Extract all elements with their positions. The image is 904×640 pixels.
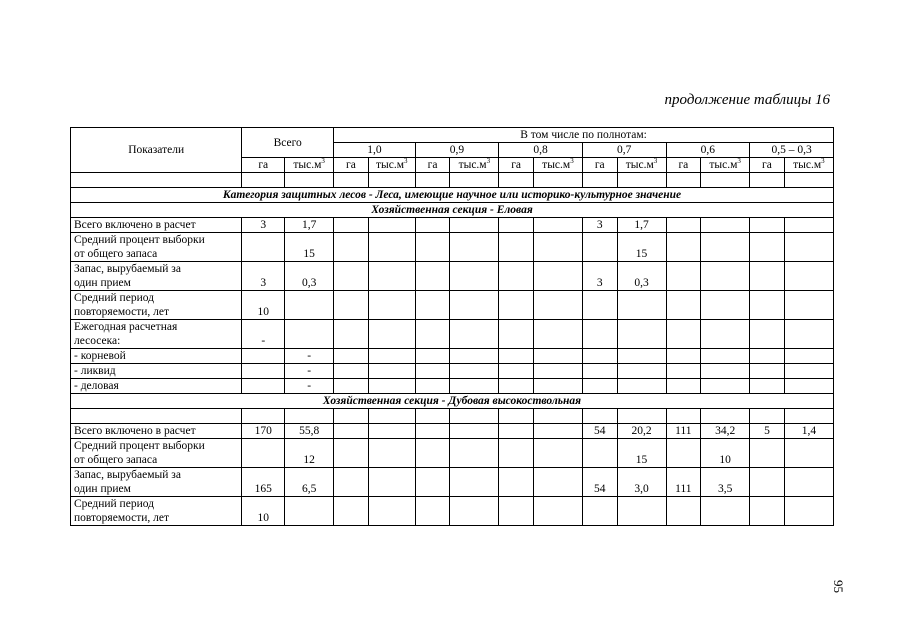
- table-cell: 3: [242, 218, 285, 233]
- section-title: Хозяйственная секция - Еловая: [71, 203, 834, 218]
- table-cell: [701, 291, 750, 320]
- table-cell: [368, 439, 415, 468]
- header-unit-ha: га: [334, 158, 369, 173]
- table-cell: 34,2: [701, 424, 750, 439]
- unit-vol-text: тыс.м: [793, 159, 822, 171]
- empty-cell: [71, 173, 242, 188]
- table-cell: [784, 218, 833, 233]
- table-cell: 0,3: [617, 262, 666, 291]
- row-label: [71, 233, 242, 262]
- row-label: [71, 218, 242, 233]
- table-cell: [750, 364, 785, 379]
- table-cell: [242, 439, 285, 468]
- unit-vol-sup: 3: [570, 157, 574, 166]
- unit-vol-text: тыс.м: [293, 159, 322, 171]
- header-unit-ha: га: [499, 158, 534, 173]
- table-cell: 170: [242, 424, 285, 439]
- empty-cell: [701, 409, 750, 424]
- table-cell: [368, 364, 415, 379]
- table-cell: [784, 291, 833, 320]
- row-label: [71, 262, 242, 291]
- table-cell: [617, 497, 666, 526]
- header-density: 1,0: [334, 143, 416, 158]
- table-cell: [368, 262, 415, 291]
- empty-cell: [242, 173, 285, 188]
- table-cell: [450, 364, 499, 379]
- table-cell: [415, 218, 450, 233]
- table-cell: [701, 379, 750, 394]
- table-cell: [533, 364, 582, 379]
- table-cell: [750, 439, 785, 468]
- row-label: [71, 349, 242, 364]
- unit-vol-sup: 3: [321, 157, 325, 166]
- table-cell: [242, 379, 285, 394]
- table-cell: 165: [242, 468, 285, 497]
- table-cell: [701, 262, 750, 291]
- empty-cell: [415, 409, 450, 424]
- table-cell: [701, 320, 750, 349]
- table-cell: [334, 439, 369, 468]
- empty-cell: [71, 409, 242, 424]
- row-label-line: лесосека:: [74, 335, 121, 347]
- header-row-1: [71, 128, 834, 143]
- empty-cell: [285, 409, 334, 424]
- empty-cell: [285, 173, 334, 188]
- table-cell: [533, 233, 582, 262]
- table-row: [71, 364, 834, 379]
- empty-cell: [784, 409, 833, 424]
- row-label-line: один прием: [74, 277, 131, 289]
- table-cell: 10: [701, 439, 750, 468]
- row-label: [71, 291, 242, 320]
- table-cell: [784, 379, 833, 394]
- table-cell: [784, 439, 833, 468]
- table-cell: 0,3: [285, 262, 334, 291]
- table-cell: [750, 218, 785, 233]
- table-cell: [582, 233, 617, 262]
- table-cell: [666, 262, 701, 291]
- category-title: Категория защитных лесов - Леса, имеющие научное или историко-культурное значение: [71, 188, 834, 203]
- table-cell: [750, 233, 785, 262]
- table-cell: 54: [582, 424, 617, 439]
- header-unit-vol: [368, 158, 415, 173]
- table-cell: [450, 262, 499, 291]
- section-title-row: [71, 394, 834, 409]
- table-cell: [784, 364, 833, 379]
- table-cell: [617, 291, 666, 320]
- table-cell: [334, 218, 369, 233]
- header-unit-vol: [285, 158, 334, 173]
- table-cell: 3,5: [701, 468, 750, 497]
- empty-cell: [368, 409, 415, 424]
- table-cell: [415, 291, 450, 320]
- table-cell: [617, 320, 666, 349]
- table-cell: [666, 439, 701, 468]
- table-cell: [334, 497, 369, 526]
- header-unit-ha: га: [242, 158, 285, 173]
- table-cell: 10: [242, 497, 285, 526]
- table-cell: 12: [285, 439, 334, 468]
- unit-vol-sup: 3: [821, 157, 825, 166]
- row-label-line: повторяемости, лет: [74, 512, 170, 524]
- table-cell: [368, 233, 415, 262]
- empty-cell: [415, 173, 450, 188]
- header-unit-ha: га: [415, 158, 450, 173]
- empty-cell: [750, 173, 785, 188]
- empty-cell: [499, 409, 534, 424]
- row-label: [71, 364, 242, 379]
- header-indicators: Показатели: [71, 128, 242, 173]
- table-cell: [415, 262, 450, 291]
- table-row: [71, 218, 834, 233]
- table-cell: [368, 497, 415, 526]
- table-cell: 1,7: [617, 218, 666, 233]
- header-density: 0,6: [666, 143, 750, 158]
- table-cell: [784, 320, 833, 349]
- table-body: [71, 128, 834, 526]
- table-cell: 3,0: [617, 468, 666, 497]
- table-cell: [784, 262, 833, 291]
- table-cell: [533, 262, 582, 291]
- table-cell: [499, 233, 534, 262]
- table-cell: [533, 218, 582, 233]
- table-cell: [334, 233, 369, 262]
- table-cell: [415, 349, 450, 364]
- row-label-line: Всего включено в расчет: [74, 219, 196, 231]
- table-row: [71, 424, 834, 439]
- table-cell: [533, 439, 582, 468]
- table-cell: [499, 291, 534, 320]
- table-cell: 111: [666, 424, 701, 439]
- empty-cell: [533, 409, 582, 424]
- empty-cell: [582, 409, 617, 424]
- row-label-line: Запас, вырубаемый за: [74, 469, 181, 481]
- row-label-line: от общего запаса: [74, 248, 158, 260]
- table-cell: [750, 262, 785, 291]
- table-cell: [750, 320, 785, 349]
- header-density: 0,8: [499, 143, 583, 158]
- table-cell: 3: [242, 262, 285, 291]
- table-cell: [499, 218, 534, 233]
- row-label-line: - корневой: [74, 350, 126, 362]
- table-cell: 20,2: [617, 424, 666, 439]
- row-label-line: - ликвид: [74, 365, 116, 377]
- table-cell: [499, 262, 534, 291]
- empty-cell: [701, 173, 750, 188]
- row-label: [71, 424, 242, 439]
- table-cell: [666, 497, 701, 526]
- table-cell: 1,7: [285, 218, 334, 233]
- table-cell: [450, 320, 499, 349]
- table-cell: [285, 291, 334, 320]
- table-cell: [242, 233, 285, 262]
- table-cell: -: [242, 320, 285, 349]
- table-cell: [582, 320, 617, 349]
- table-cell: [750, 468, 785, 497]
- empty-cell: [499, 173, 534, 188]
- table-cell: [784, 497, 833, 526]
- table-cell: [666, 320, 701, 349]
- unit-vol-text: тыс.м: [625, 159, 654, 171]
- table-cell: [450, 468, 499, 497]
- row-label-line: Средний процент выборки: [74, 234, 205, 246]
- empty-cell: [666, 173, 701, 188]
- table-cell: [450, 233, 499, 262]
- table-cell: [617, 364, 666, 379]
- table-cell: 3: [582, 262, 617, 291]
- table-cell: [499, 497, 534, 526]
- table-cell: [415, 468, 450, 497]
- table-cell: [450, 349, 499, 364]
- header-density: 0,7: [582, 143, 666, 158]
- table-cell: [499, 468, 534, 497]
- table-cell: [701, 349, 750, 364]
- table-cell: [415, 233, 450, 262]
- unit-vol-text: тыс.м: [709, 159, 738, 171]
- spacer-row: [71, 409, 834, 424]
- table-cell: [582, 349, 617, 364]
- empty-cell: [617, 409, 666, 424]
- table-cell: 5: [750, 424, 785, 439]
- row-label-line: Средний период: [74, 292, 154, 304]
- spacer-row: [71, 173, 834, 188]
- header-unit-vol: [450, 158, 499, 173]
- table-cell: 15: [617, 233, 666, 262]
- table-cell: 3: [582, 218, 617, 233]
- table-cell: 10: [242, 291, 285, 320]
- unit-vol-sup: 3: [403, 157, 408, 166]
- table-cell: [334, 262, 369, 291]
- table-cell: [750, 497, 785, 526]
- table-cell: [368, 218, 415, 233]
- table-cell: [450, 424, 499, 439]
- table-cell: [617, 379, 666, 394]
- table-cell: [368, 291, 415, 320]
- section-title: Хозяйственная секция - Дубовая высокоствольная: [71, 394, 834, 409]
- table-row: [71, 497, 834, 526]
- table-cell: [784, 468, 833, 497]
- table-cell: [533, 497, 582, 526]
- table-cell: [617, 349, 666, 364]
- empty-cell: [617, 173, 666, 188]
- table-cell: [533, 424, 582, 439]
- table-row: [71, 320, 834, 349]
- table-cell: [334, 349, 369, 364]
- row-label: [71, 497, 242, 526]
- table-cell: [415, 424, 450, 439]
- empty-cell: [666, 409, 701, 424]
- table-cell: [533, 468, 582, 497]
- table-row: [71, 291, 834, 320]
- category-title-row: [71, 188, 834, 203]
- table-cell: [666, 364, 701, 379]
- table-cell: [582, 364, 617, 379]
- header-unit-vol: [533, 158, 582, 173]
- table-cell: 54: [582, 468, 617, 497]
- table-cell: [415, 364, 450, 379]
- table-row: [71, 468, 834, 497]
- empty-cell: [334, 173, 369, 188]
- row-label: [71, 439, 242, 468]
- table-cell: [499, 349, 534, 364]
- header-unit-vol: [617, 158, 666, 173]
- row-label-line: Средний период: [74, 498, 154, 510]
- row-label: [71, 468, 242, 497]
- table-cell: -: [285, 379, 334, 394]
- unit-vol-sup: 3: [486, 157, 491, 166]
- table-cell: [784, 349, 833, 364]
- table-cell: [415, 439, 450, 468]
- header-density: 0,5 – 0,3: [750, 143, 834, 158]
- row-label: [71, 320, 242, 349]
- table-cell: [368, 468, 415, 497]
- empty-cell: [450, 173, 499, 188]
- table-cell: [784, 233, 833, 262]
- table-row: [71, 262, 834, 291]
- table-cell: [666, 379, 701, 394]
- table-caption: продолжение таблицы 16: [664, 92, 830, 108]
- header-incl: В том числе по полнотам:: [334, 128, 834, 143]
- row-label-line: Ежегодная расчетная: [74, 321, 178, 333]
- table-cell: [334, 320, 369, 349]
- table-cell: [666, 291, 701, 320]
- table-cell: [701, 233, 750, 262]
- table-cell: 15: [617, 439, 666, 468]
- table-cell: [499, 424, 534, 439]
- table-cell: 6,5: [285, 468, 334, 497]
- table-cell: 1,4: [784, 424, 833, 439]
- empty-cell: [368, 173, 415, 188]
- table-cell: [750, 291, 785, 320]
- row-label-line: один прием: [74, 483, 131, 495]
- table-cell: [285, 497, 334, 526]
- empty-cell: [450, 409, 499, 424]
- table-row: [71, 349, 834, 364]
- header-unit-ha: га: [750, 158, 785, 173]
- table-cell: 55,8: [285, 424, 334, 439]
- table-cell: [499, 364, 534, 379]
- table-cell: [450, 439, 499, 468]
- table-cell: [666, 349, 701, 364]
- unit-vol-text: тыс.м: [375, 159, 404, 171]
- empty-cell: [750, 409, 785, 424]
- table-cell: [533, 320, 582, 349]
- table-cell: [450, 218, 499, 233]
- table-cell: [533, 349, 582, 364]
- table-cell: [334, 468, 369, 497]
- table-cell: [533, 379, 582, 394]
- header-unit-ha: га: [582, 158, 617, 173]
- table-cell: [368, 320, 415, 349]
- unit-vol-text: тыс.м: [458, 159, 487, 171]
- table-cell: [582, 379, 617, 394]
- table-cell: [368, 379, 415, 394]
- header-unit-vol: [701, 158, 750, 173]
- row-label-line: повторяемости, лет: [74, 306, 170, 318]
- empty-cell: [582, 173, 617, 188]
- table-cell: [499, 439, 534, 468]
- table-cell: [582, 497, 617, 526]
- header-unit-vol: [784, 158, 833, 173]
- row-label-line: Всего включено в расчет: [74, 425, 196, 437]
- table-cell: [242, 349, 285, 364]
- row-label-line: - деловая: [74, 380, 119, 392]
- header-unit-ha: га: [666, 158, 701, 173]
- data-table: [70, 127, 834, 526]
- table-cell: [666, 233, 701, 262]
- unit-vol-text: тыс.м: [542, 159, 571, 171]
- table-cell: [750, 349, 785, 364]
- table-cell: -: [285, 364, 334, 379]
- table-cell: -: [285, 349, 334, 364]
- row-label-line: от общего запаса: [74, 454, 158, 466]
- table-cell: 15: [285, 233, 334, 262]
- table-cell: [334, 291, 369, 320]
- table-cell: [368, 424, 415, 439]
- table-cell: [242, 364, 285, 379]
- page-number: 95: [831, 580, 846, 593]
- table-cell: [701, 218, 750, 233]
- empty-cell: [784, 173, 833, 188]
- header-density: 0,9: [415, 143, 499, 158]
- row-label-line: Запас, вырубаемый за: [74, 263, 181, 275]
- unit-vol-sup: 3: [737, 157, 741, 166]
- section-title-row: [71, 203, 834, 218]
- table-cell: [334, 379, 369, 394]
- row-label-line: Средний процент выборки: [74, 440, 205, 452]
- table-cell: [450, 291, 499, 320]
- table-cell: [750, 379, 785, 394]
- empty-cell: [242, 409, 285, 424]
- table-cell: [415, 320, 450, 349]
- table-cell: [666, 218, 701, 233]
- table-cell: [334, 364, 369, 379]
- unit-vol-sup: 3: [653, 157, 658, 166]
- table-cell: [368, 349, 415, 364]
- table-cell: [701, 364, 750, 379]
- table-cell: [285, 320, 334, 349]
- table-cell: [415, 379, 450, 394]
- table-row: [71, 233, 834, 262]
- table-cell: [533, 291, 582, 320]
- table-cell: [701, 497, 750, 526]
- header-total: Всего: [242, 128, 334, 158]
- row-label: [71, 379, 242, 394]
- table-cell: [582, 439, 617, 468]
- table-row: [71, 439, 834, 468]
- empty-cell: [334, 409, 369, 424]
- table-row: [71, 379, 834, 394]
- table-cell: [450, 497, 499, 526]
- table-cell: [499, 320, 534, 349]
- table-cell: [582, 291, 617, 320]
- table-cell: [415, 497, 450, 526]
- table-cell: [334, 424, 369, 439]
- table-cell: 111: [666, 468, 701, 497]
- empty-cell: [533, 173, 582, 188]
- table-cell: [499, 379, 534, 394]
- table-cell: [450, 379, 499, 394]
